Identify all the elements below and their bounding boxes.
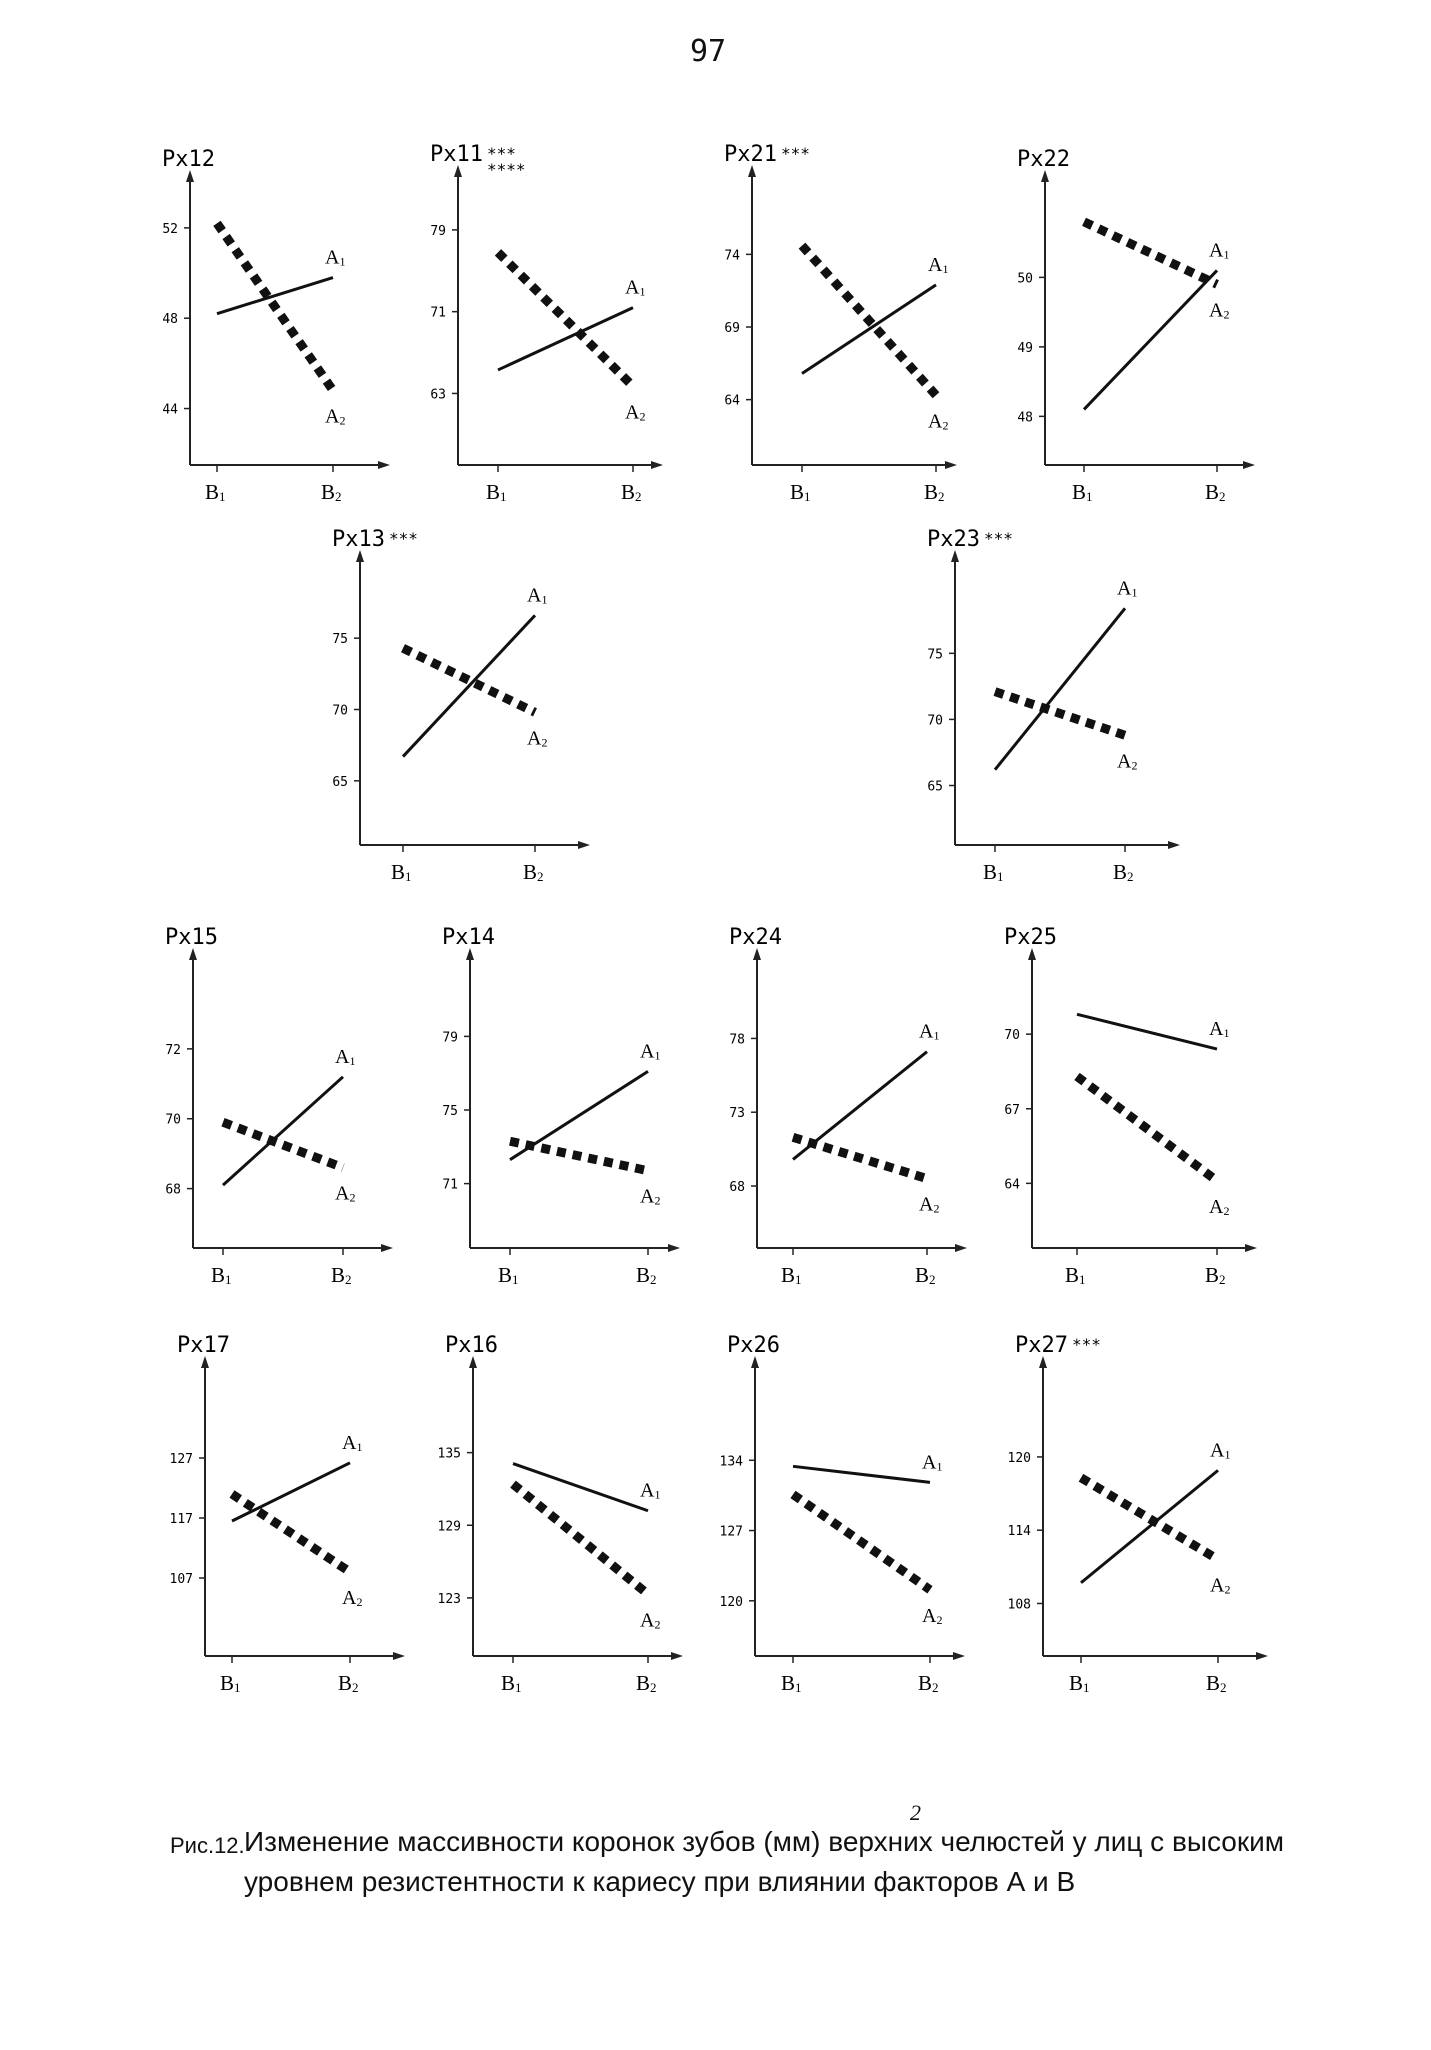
y-tick-label: 78	[729, 1032, 745, 1048]
series-a2-line	[1081, 1478, 1218, 1560]
series-a2-label: A2	[1209, 299, 1230, 322]
page-number: 97	[690, 34, 727, 69]
series-a2-label: A2	[1209, 1195, 1230, 1218]
series-a1-label: A1	[640, 1479, 661, 1502]
series-a2-label: A2	[1210, 1574, 1231, 1597]
y-tick-label: 70	[927, 713, 943, 729]
x-tick-label: B2	[1113, 860, 1134, 884]
y-tick-label: 64	[1004, 1177, 1020, 1193]
chart-title: Px22	[1017, 147, 1070, 172]
y-tick-label: 48	[1017, 410, 1033, 426]
y-tick-label: 127	[719, 1524, 743, 1540]
chart-title: Px25	[1004, 925, 1057, 950]
y-tick-label: 71	[442, 1177, 458, 1193]
series-a1-label: A1	[928, 253, 949, 276]
chart-title: Px16	[445, 1333, 498, 1358]
series-a1-label: A1	[922, 1451, 943, 1474]
x-tick-label: B1	[1065, 1263, 1086, 1287]
x-tick-label: B1	[220, 1671, 241, 1695]
significance-marks: ***	[1071, 1335, 1101, 1354]
chart-title: Px27	[1015, 1333, 1068, 1358]
x-tick-label: B1	[983, 860, 1004, 884]
x-axis-arrow	[1256, 1652, 1268, 1660]
y-tick-label: 135	[437, 1446, 461, 1462]
chart-title: Px24	[729, 925, 782, 950]
x-tick-label: B2	[636, 1671, 657, 1695]
x-tick-label: B1	[486, 480, 507, 504]
y-tick-label: 71	[430, 305, 446, 321]
x-tick-label: B2	[918, 1671, 939, 1695]
x-tick-label: B1	[205, 480, 226, 504]
y-tick-label: 107	[169, 1572, 193, 1587]
y-tick-label: 75	[442, 1104, 458, 1119]
y-tick-label: 69	[724, 321, 740, 336]
x-tick-label: B1	[498, 1263, 519, 1287]
x-tick-label: B2	[924, 480, 945, 504]
y-tick-label: 127	[169, 1452, 193, 1467]
series-a2-label: A2	[325, 405, 346, 428]
chart-title: Px11	[430, 142, 483, 167]
chart-title: Px23	[927, 527, 980, 552]
y-tick-label: 129	[437, 1519, 461, 1535]
y-tick-label: 64	[724, 393, 740, 409]
series-a1-label: A1	[1117, 577, 1138, 600]
y-tick-label: 120	[719, 1594, 743, 1610]
series-a2-label: A2	[335, 1182, 356, 1205]
y-tick-label: 63	[430, 387, 446, 403]
x-tick-label: B1	[781, 1671, 802, 1695]
y-tick-label: 72	[165, 1042, 181, 1058]
y-tick-label: 134	[719, 1454, 743, 1470]
series-a2-label: A2	[342, 1587, 363, 1609]
chart-title: Px26	[727, 1333, 780, 1358]
x-tick-label: B1	[211, 1263, 232, 1287]
y-tick-label: 108	[1007, 1597, 1031, 1613]
series-a2-label: A2	[640, 1185, 661, 1208]
y-tick-label: 67	[1004, 1102, 1020, 1118]
x-tick-label: B2	[1205, 1263, 1226, 1287]
y-tick-label: 70	[1004, 1028, 1020, 1044]
series-a1-label: A1	[527, 584, 548, 607]
series-a1-label: A1	[919, 1020, 940, 1043]
y-tick-label: 79	[430, 223, 446, 239]
series-a2-label: A2	[928, 410, 949, 433]
x-tick-label: B2	[636, 1263, 657, 1287]
caption-prefix: Рис.12.	[170, 1833, 245, 1858]
y-tick-label: 79	[442, 1030, 458, 1046]
x-tick-label: B2	[621, 480, 642, 504]
series-a2-label: A2	[919, 1193, 940, 1216]
caption-superscript: 2	[910, 1800, 921, 1825]
significance-marks: ***	[486, 144, 516, 163]
y-tick-label: 123	[437, 1591, 461, 1607]
chart-title: Px21	[724, 142, 777, 167]
y-tick-label: 52	[162, 221, 178, 237]
x-tick-label: B1	[781, 1263, 802, 1287]
series-a1-label: A1	[325, 246, 346, 269]
y-tick-label: 120	[1007, 1450, 1031, 1466]
y-tick-label: 68	[729, 1180, 745, 1196]
series-a1-label: A1	[1209, 1018, 1230, 1041]
x-tick-label: B2	[331, 1263, 352, 1287]
series-a1-label: A1	[335, 1045, 356, 1068]
x-tick-label: B1	[1069, 1671, 1090, 1695]
series-a2-label: A2	[625, 401, 646, 424]
chart-title: Px12	[162, 147, 215, 172]
y-tick-label: 65	[332, 774, 348, 790]
series-a1-label: A1	[625, 276, 646, 299]
y-tick-label: 68	[165, 1182, 181, 1198]
y-tick-label: 75	[927, 647, 943, 663]
y-tick-label: 75	[332, 632, 348, 648]
y-tick-label: 50	[1017, 271, 1033, 287]
x-tick-label: B2	[1205, 480, 1226, 504]
x-tick-label: B1	[1072, 480, 1093, 504]
y-tick-label: 65	[927, 779, 943, 795]
x-tick-label: B2	[523, 860, 544, 884]
y-tick-label: 74	[724, 248, 740, 264]
y-tick-label: 44	[162, 402, 178, 418]
x-tick-label: B1	[391, 860, 412, 884]
chart-title: Px17	[177, 1333, 230, 1358]
x-tick-label: B1	[501, 1671, 522, 1695]
x-tick-label: B2	[915, 1263, 936, 1287]
series-a1-label: A1	[640, 1040, 661, 1063]
series-a2-label: A2	[922, 1604, 943, 1627]
chart-title: Px13	[332, 527, 385, 552]
x-tick-label: B2	[321, 480, 342, 504]
series-a2-label: A2	[1117, 750, 1138, 773]
y-tick-label: 73	[729, 1106, 745, 1122]
chart-title: Px15	[165, 925, 218, 950]
series-a1-label: A1	[1210, 1439, 1231, 1462]
significance-marks: ****	[486, 160, 526, 179]
y-tick-label: 49	[1017, 340, 1033, 356]
series-a2-label: A2	[527, 727, 548, 750]
y-tick-label: 117	[169, 1512, 193, 1527]
x-tick-label: B2	[338, 1671, 359, 1695]
series-a2-label: A2	[640, 1609, 661, 1632]
significance-marks: ***	[388, 529, 418, 548]
x-tick-label: B2	[1206, 1671, 1227, 1695]
caption-text: Изменение массивности коронок зубов (мм) верхних челюстей у лиц с высоким уровнем резистентности к кариесу при влиянии факторов А и В	[244, 1826, 1284, 1897]
series-a1-label: A1	[1209, 239, 1230, 262]
x-tick-label: B1	[790, 480, 811, 504]
significance-marks: ***	[983, 529, 1013, 548]
series-a1-label: A1	[342, 1431, 363, 1454]
y-tick-label: 70	[332, 703, 348, 719]
y-tick-label: 48	[162, 312, 178, 328]
chart-title: Px14	[442, 925, 495, 950]
y-tick-label: 114	[1007, 1524, 1031, 1540]
y-tick-label: 70	[165, 1112, 181, 1128]
significance-marks: ***	[780, 144, 810, 163]
